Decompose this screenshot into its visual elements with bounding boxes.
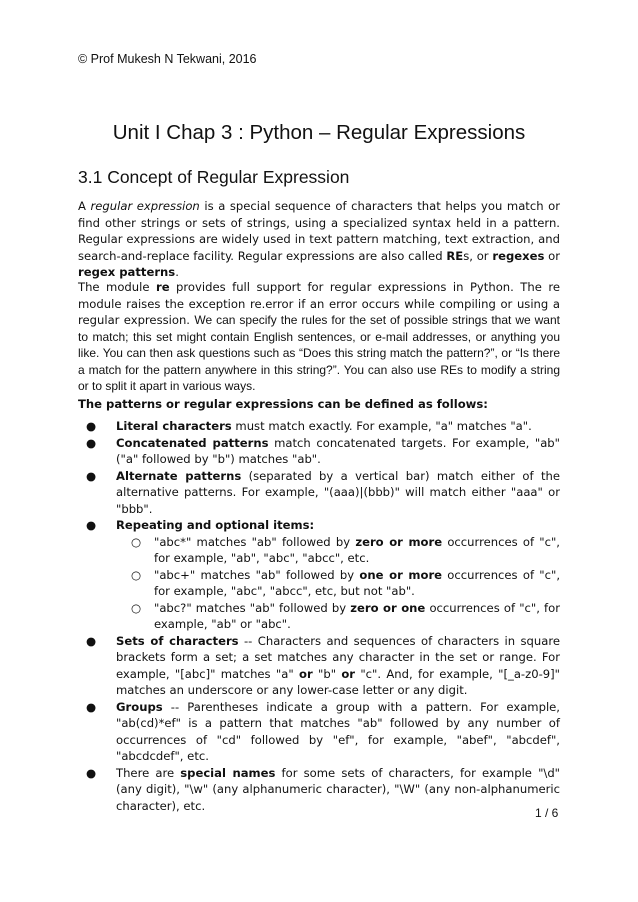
emphasis-regular-expression: regular expression [90, 199, 200, 213]
page-number: 1 / 6 [535, 806, 559, 820]
section-heading: 3.1 Concept of Regular Expression [78, 167, 350, 187]
sublist-item: ○ "abc?" matches "ab" followed by zero or one occurrences of "c", for example, "ab" or "abc". [131, 600, 560, 631]
circle-bullet-icon: ○ [131, 534, 142, 549]
copyright-header: © Prof Mukesh N Tekwani, 2016 [78, 52, 257, 66]
list-item: ● There are special names for some sets of characters, for example "\d" (any digit), "\w" (any alphanumeric character), "\W" (any non-alphanumeric character), etc. [86, 765, 561, 813]
bullet-icon: ● [86, 468, 97, 483]
bullet-icon: ● [86, 419, 97, 433]
bullet-icon: ● [86, 765, 97, 780]
bullet-icon: ● [86, 633, 97, 648]
list-item: ● Repeating and optional items: ○ "abc*" matches "ab" followed by zero or more occurrences of "c", for example, "ab", "abc", "abcc", etc. ○ "abc+" matches "ab" followed by one or more occurrences of "c", for example, "abc", "abcc", etc, but not "ab". ○ "abc?" matches "ab" followed by zero or one occurrences of "c", for example, "ab" or "abc". [86, 518, 561, 631]
paragraph-definition: A regular expression is a special sequence of characters that helps you match or find other strings or sets of strings, using a specialized syntax held in a pattern. Regular expressions are widely used in text pattern matching, text extraction, and search-and-replace facility. Regular expressions are also called REs, or regexes or regex patterns. [78, 199, 561, 279]
bullet-icon: ● [86, 699, 97, 714]
bullet-icon: ● [86, 435, 97, 450]
bullet-icon: ● [86, 518, 97, 532]
list-item: ● Sets of characters -- Characters and sequences of characters in square brackets form a set; a set matches any character in the set or range. For example, "[abc]" matches "a" or "b" or "c". And, for example, "[_a-z0-9]" matches an underscore or any lower-case letter or any digit. [86, 633, 561, 697]
sublist-item: ○ "abc+" matches "ab" followed by one or more occurrences of "c", for example, "abc", "abcc", etc, but not "ab". [131, 567, 561, 598]
list-item: ● Groups -- Parentheses indicate a group with a pattern. For example, "ab(cd)*ef" is a pattern that matches "ab" followed by any number of occurrences of "cd" followed by "ef", for example, "abef", "abcdef", "abcdcdef", etc. [86, 699, 560, 763]
list-item: ● Literal characters must match exactly. For example, "a" matches "a". [86, 419, 532, 433]
sublist-item: ○ "abc*" matches "ab" followed by zero or more occurrences of "c", for example, "ab", "abc", "abcc", etc. [131, 534, 560, 565]
circle-bullet-icon: ○ [131, 567, 142, 582]
list-item: ● Alternate patterns (separated by a vertical bar) match either of the alternative patterns. For example, "(aaa)|(bbb)" will match either "aaa" or "bbb". [86, 468, 561, 516]
patterns-intro: The patterns or regular expressions can be defined as follows: [78, 397, 488, 411]
paragraph-re-module: The module re provides full support for regular expressions in Python. The re module raises the exception re.error if an error occurs while compiling or using a regular expression. We can specify the rules for the set of possible strings that we want to match; this set might contain English sentences, or e-mail addresses, or anything you like. You can then ask questions such as “Does this string match the pattern?”, or “Is there a match for the pattern anywhere in this string?”. You can also use REs to modify a string or to split it apart in various ways. [78, 280, 560, 393]
list-item: ● Concatenated patterns match concatenated targets. For example, "ab" ("a" followed by "b") matches "ab". [86, 435, 560, 466]
page-title: Unit I Chap 3 : Python – Regular Expressions [112, 121, 526, 144]
patterns-list [78, 418, 560, 814]
circle-bullet-icon: ○ [131, 600, 142, 615]
repeating-items-sublist [116, 534, 560, 633]
